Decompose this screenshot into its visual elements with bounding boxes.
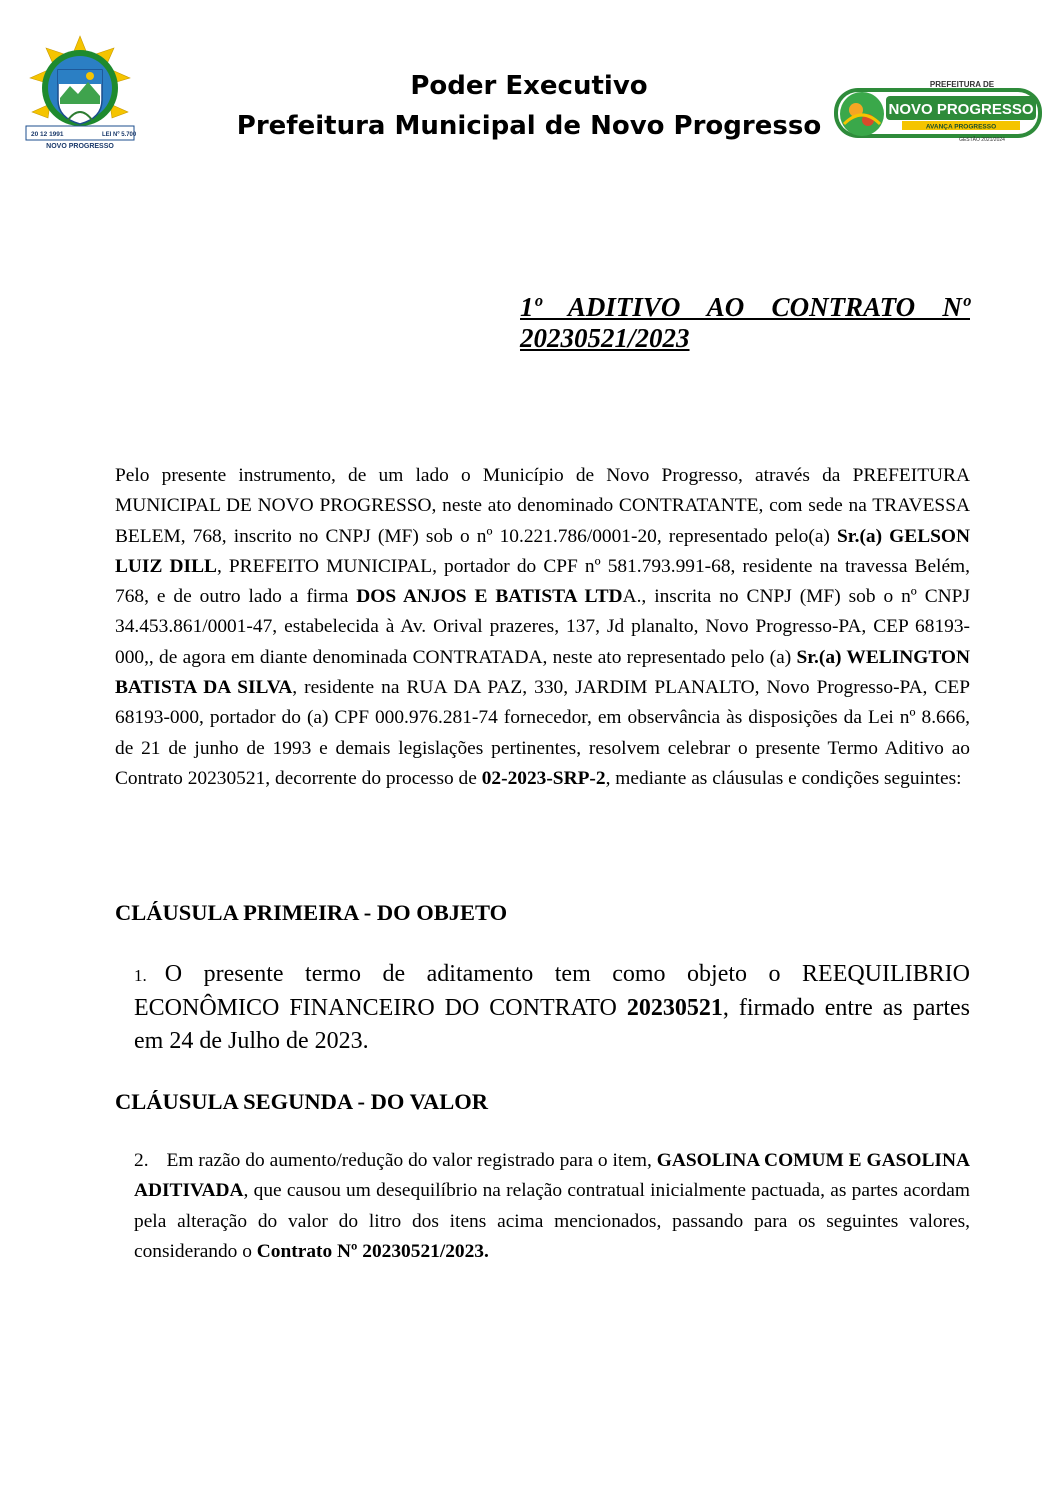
- clause-2-text-2: , que causou um desequilíbrio na relação contratual inicialmente pactuada, as partes acordam pela alteração do valor do litro dos itens acima mencionados, passando para os seguintes valores, considerando o: [134, 1180, 970, 1262]
- preamble-text-5: , mediante as cláusulas e condições seguintes:: [605, 767, 962, 789]
- preamble-text-4: , residente na RUA DA PAZ, 330, JARDIM PLANALTO, Novo Progresso-PA, CEP 68193-000, portador do (a) CPF 000.976.281-74 fornecedor, em observância às disposições da Lei nº 8.666, de 21 de junho de 1993 e demais legislações pertinentes, resolvem celebrar o presente Termo Aditivo ao Contrato 20230521, decorrente do processo de: [115, 677, 971, 789]
- header-line-1: Poder Executivo: [410, 71, 648, 101]
- header-line-2: Prefeitura Municipal de Novo Progresso: [236, 111, 822, 141]
- mayor-name: Sr.(a) GELSON LUIZ DILL: [115, 525, 970, 577]
- preamble-text-3: A., inscrita no CNPJ (MF) sob o nº CNPJ 34.453.861/0001-47, estabelecida à Av. Orival prazeres, 137, Jd planalto, Novo Progresso-PA, CEP 68193-000,, de agora em diante denominada CONTRATADA, neste ato representado pelo (a): [115, 586, 970, 668]
- clause-1-text-1: O presente termo de aditamento tem como objeto o REEQUILIBRIO ECONÔMICO FINANCEIRO DO CONTRATO: [134, 961, 970, 1021]
- crest-name: NOVO PROGRESSO: [46, 143, 114, 150]
- logo-term-text: GESTÃO 2021/2024: [959, 137, 1005, 143]
- clause-1-body: [134, 958, 970, 1058]
- title-line-2: 20230521/2023: [520, 323, 690, 353]
- crest-law: LEI Nº 5.700: [102, 132, 137, 138]
- logo-top-text: PREFEITURA DE: [929, 80, 995, 89]
- preamble-text-2: , PREFEITO MUNICIPAL, portador do CPF nº 581.793.991-68, residente na travessa Belém, 768, e de outro lado a firma: [115, 555, 970, 608]
- logo-name-text: NOVO PROGRESSO: [888, 101, 1034, 118]
- title-line-1: 1º ADITIVO AO CONTRATO Nº: [520, 292, 970, 322]
- company-name: DOS ANJOS E BATISTA LTD: [356, 586, 623, 608]
- clause-1-number: 1.: [134, 966, 147, 985]
- clause-1-heading: CLÁUSULA PRIMEIRA - DO OBJETO: [115, 900, 508, 925]
- logo-slogan-text: AVANÇA PROGRESSO: [925, 123, 997, 131]
- document-title: [520, 292, 970, 354]
- prefeitura-logo: [832, 78, 1044, 148]
- clause-2-heading: CLÁUSULA SEGUNDA - DO VALOR: [115, 1089, 488, 1114]
- contract-reference: Contrato Nº 20230521/2023.: [256, 1240, 489, 1262]
- clause-2-text-1: Em razão do aumento/redução do valor registrado para o item,: [166, 1150, 657, 1171]
- clause-2-body: [134, 1146, 970, 1267]
- contract-number: 20230521: [626, 995, 723, 1021]
- clause-2-number: 2.: [134, 1150, 149, 1171]
- crest-year: 20 12 1991: [31, 131, 64, 138]
- fuel-items: GASOLINA COMUM E GASOLINA ADITIVADA: [134, 1150, 970, 1202]
- preamble-paragraph: [115, 461, 970, 794]
- representative-name: Sr.(a) WELINGTON BATISTA DA SILVA: [115, 646, 970, 699]
- preamble-text-1: Pelo presente instrumento, de um lado o Município de Novo Progresso, através da PREFEITURA MUNICIPAL DE NOVO PROGRESSO, neste ato denominado CONTRATANTE, com sede na TRAVESSA BELEM, 768, inscrito no CNPJ (MF) sob o nº 10.221.786/0001-20, representado pelo(a): [115, 465, 970, 547]
- process-number: 02-2023-SRP-2: [481, 767, 606, 789]
- clause-1-text-2: , firmado entre as partes em 24 de Julho de 2023.: [134, 995, 971, 1054]
